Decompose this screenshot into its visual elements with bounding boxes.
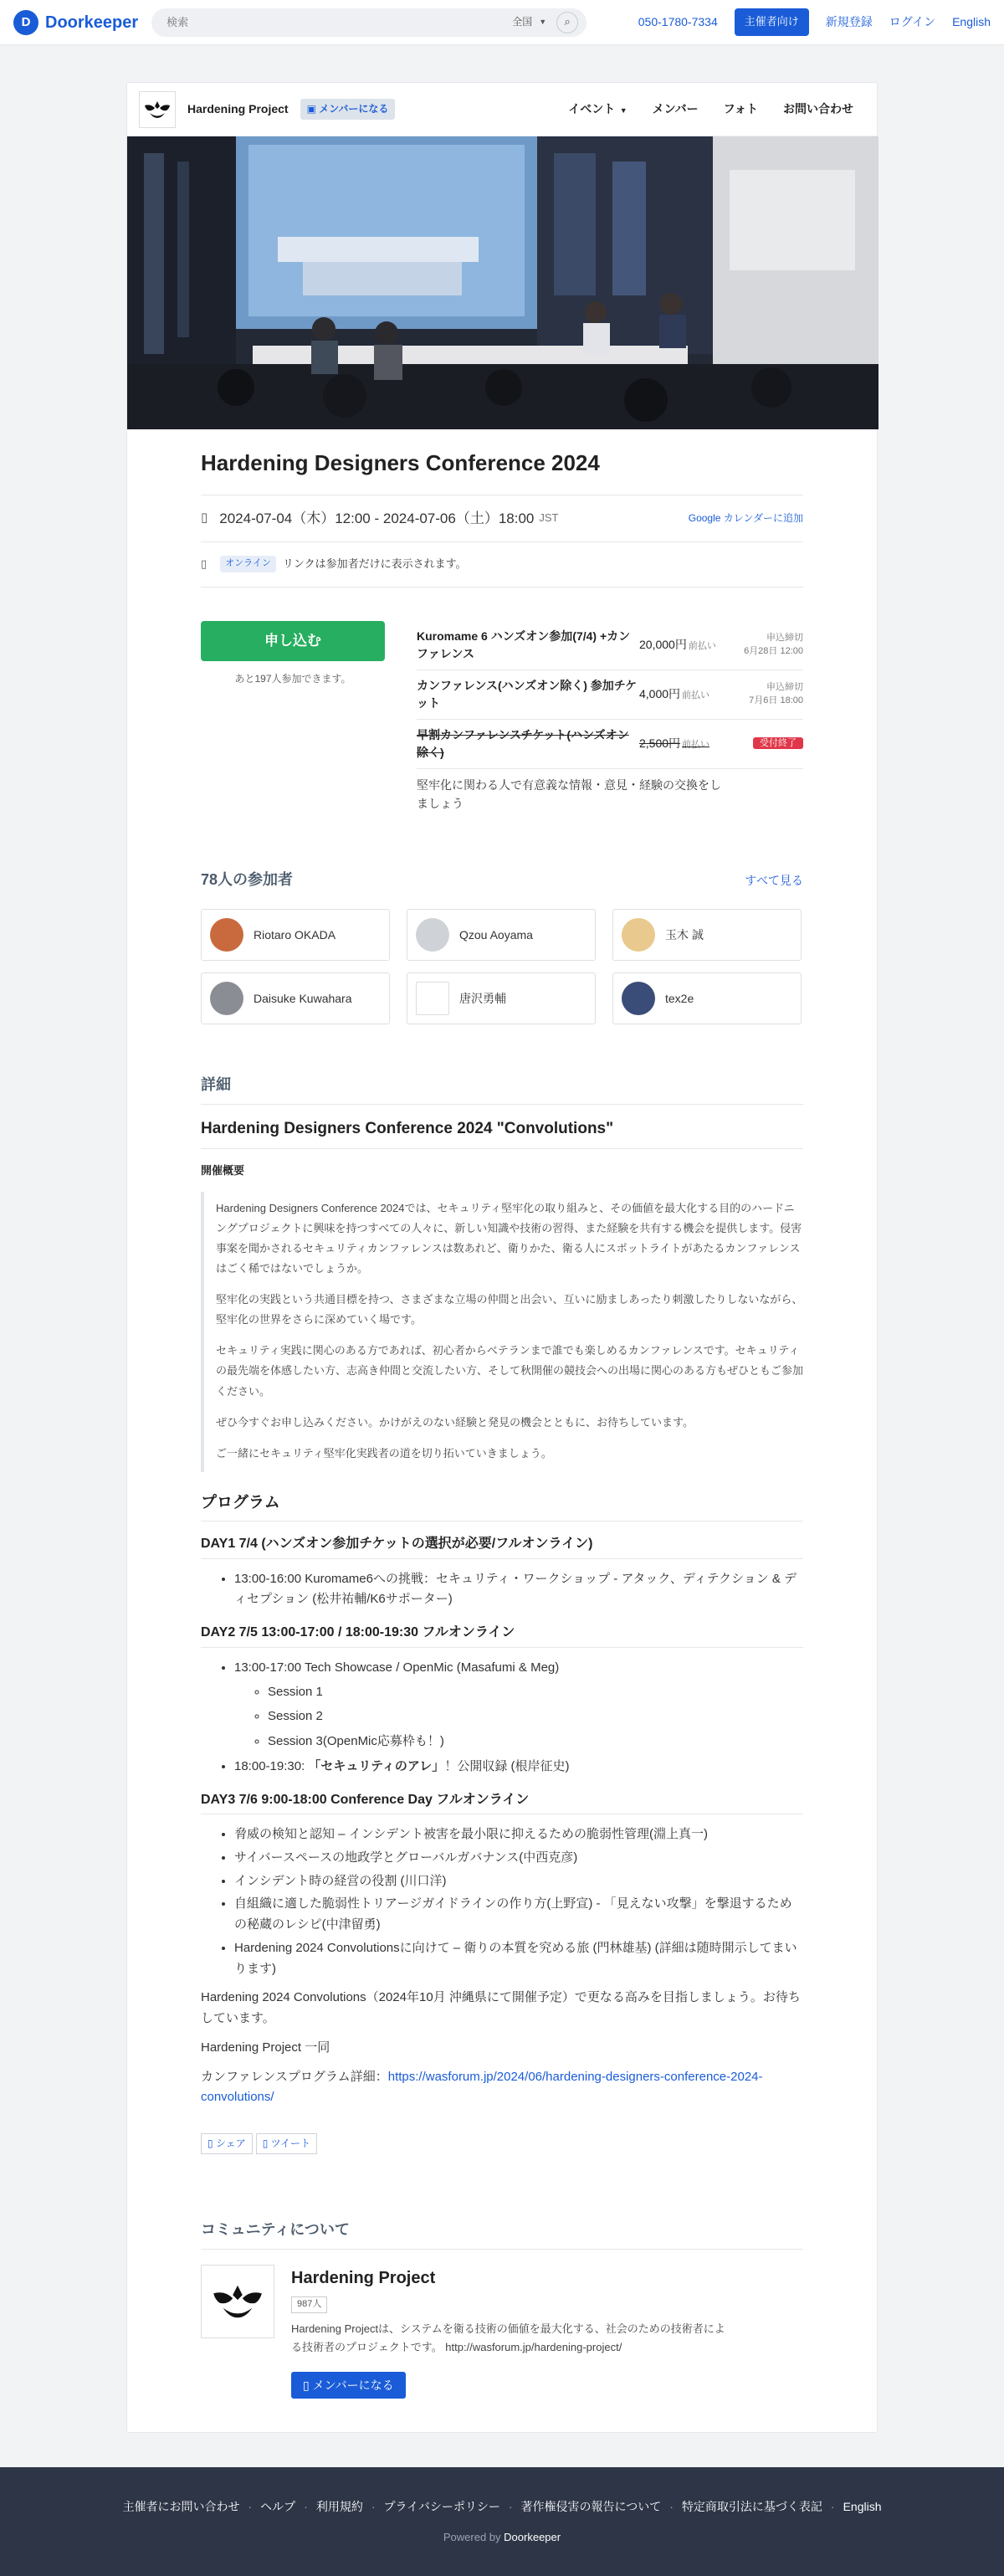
list-item-text: 13:00-17:00 Tech Showcase / OpenMic (Masafumi & Meg) <box>234 1660 560 1675</box>
header-links <box>638 8 991 36</box>
calendar-icon: ▯ <box>201 511 208 526</box>
ticket-price-wrap <box>639 734 731 753</box>
deadline-value: 7月6日 18:00 <box>749 695 803 706</box>
powered-by-text: Powered by <box>443 2531 501 2544</box>
footer-link-privacy[interactable]: プライバシーポリシー <box>383 2499 500 2513</box>
list-item-suffix: ！公開収録 (根岸征史) <box>444 1758 570 1773</box>
google-calendar-link[interactable]: Google カレンダーに追加 <box>688 511 803 524</box>
list-item: • インシデント時の経営の役割 (川口洋) <box>234 1871 803 1892</box>
ticket-price: 20,000円 <box>639 638 687 652</box>
location-icon: ▯ <box>201 557 207 570</box>
closing-text: Hardening 2024 Convolutions（2024年10月 沖縄県にて開催予定）で更なる高みを目指しましょう。お待ちしています。 <box>201 1990 801 2026</box>
ticket-row <box>417 621 803 670</box>
footer <box>0 2467 1004 2576</box>
list-item-prefix: 18:00-19:30: <box>234 1758 309 1773</box>
separator: · <box>304 2499 308 2513</box>
overview-paragraph: Hardening Designers Conference 2024では、セキュリティ堅牢化の取り組みと、その価値を最大化する目的のハードニングプロジェクトに興味を持つすべての人々に、新しい知識や技術の習得、また経験を共有する機会を提供します。侵害事案を聞かされるセキュリティカンファレンスは数あれど、衛りかた、衛る人にスポットライトがあたるカンファレンスはごく稀ではないでしょうか。 <box>216 1202 802 1275</box>
phone-link[interactable]: 050-1780-7334 <box>638 15 718 29</box>
session-sublist <box>268 1682 803 1752</box>
list-item: ◦ Session 2 <box>268 1706 803 1727</box>
search-icon[interactable]: ⌕ <box>556 12 578 33</box>
participant-card[interactable] <box>612 972 802 1024</box>
apply-column <box>201 621 385 813</box>
doorkeeper-logo-icon: D <box>13 10 38 35</box>
list-item: • 13:00-16:00 Kuromame6への挑戦：セキュリティ・ワークショップ - アタック、ディテクション & ディセプション (松井祐輔/K6サポーター) <box>234 1569 803 1611</box>
participant-name: Daisuke Kuwahara <box>254 991 352 1005</box>
join-community-label: メンバーになる <box>312 2378 394 2392</box>
event-datetime: 2024-07-04（木）12:00 - 2024-07-06（土）18:00 <box>219 510 535 526</box>
participant-name: 唐沢勇輔 <box>459 991 506 1005</box>
ticket-name: Kuromame 6 ハンズオン参加(7/4) +カンファレンス <box>417 629 631 660</box>
see-all-link[interactable]: すべて見る <box>745 873 803 887</box>
program-link-line <box>201 2067 803 2109</box>
nav-photos[interactable]: フォト <box>723 102 758 116</box>
list-item <box>234 1757 803 1778</box>
day3-heading: DAY3 7/6 9:00-18:00 Conference Day フルオンライン <box>201 1789 803 1815</box>
list-item <box>234 1658 803 1752</box>
day1-list <box>234 1569 803 1611</box>
remaining-seats: あと197人参加できます。 <box>234 672 351 685</box>
brand-name: Doorkeeper <box>45 13 139 32</box>
online-badge: オンライン <box>220 556 276 572</box>
overview-paragraph: 堅牢化の実践という共通目標を持つ、さまざまな立場の仲間と出会い、互いに励ましあったり刺激したりしないながら、堅牢化の世界をさらに深めていく場です。 <box>216 1293 803 1326</box>
ticket-payment: 前払い <box>682 690 710 701</box>
day3-list <box>234 1824 803 1979</box>
overview-paragraph: ご一緒にセキュリティ堅牢化実践者の道を切り拓いていきましょう。 <box>216 1446 552 1460</box>
program-link[interactable]: https://wasforum.jp/2024/06/hardening-designers-conference-2024-convolutions/ <box>201 2069 763 2105</box>
footer-link-terms[interactable]: 利用規約 <box>315 2499 363 2513</box>
footer-link-copyright[interactable]: 著作権侵害の報告について <box>520 2499 662 2513</box>
online-note: リンクは参加者だけに表示されます。 <box>282 557 467 570</box>
participant-card[interactable] <box>407 909 596 961</box>
footer-link-help[interactable]: ヘルプ <box>260 2499 296 2513</box>
ticket-price: 2,500円 <box>639 736 681 751</box>
login-link[interactable]: ログイン <box>889 15 936 29</box>
participant-card[interactable] <box>201 972 390 1024</box>
search-input[interactable] <box>166 16 512 28</box>
ticket-name: 早割カンファレンスチケット(ハンズオン除く) <box>417 727 629 759</box>
powered-by-brand[interactable]: Doorkeeper <box>504 2531 561 2544</box>
separator: · <box>371 2499 376 2513</box>
day2-heading: DAY2 7/5 13:00-17:00 / 18:00-19:30 フルオンライン <box>201 1622 803 1648</box>
community-logo-icon[interactable] <box>201 2265 274 2338</box>
ticket-deadline <box>731 681 803 707</box>
ticket-payment: 前払い <box>688 641 716 652</box>
participant-name: tex2e <box>665 991 694 1005</box>
list-item: ◦ Session 3(OpenMic応募枠も！) <box>268 1732 803 1752</box>
chevron-down-icon: ▼ <box>539 18 547 27</box>
list-item: • 自組織に適した脆弱性トリアージガイドラインの作り方(上野宣) - 「見えない攻撃」を撃退するための秘蔵のレシピ(中津留勇) <box>234 1894 803 1936</box>
avatar <box>622 918 655 952</box>
ticket-note: 堅牢化に関わる人で有意義な情報・意見・経験の交換をしましょう <box>417 777 721 810</box>
share-button[interactable]: ▯ シェア <box>201 2133 253 2154</box>
ticket-deadline <box>731 632 803 658</box>
participant-name: Qzou Aoyama <box>459 927 533 942</box>
overview-quote <box>201 1192 803 1472</box>
top-header <box>0 0 1004 45</box>
separator: · <box>248 2499 253 2513</box>
program-heading: プログラム <box>201 1491 803 1521</box>
ticket-status <box>731 737 803 750</box>
details-heading: 詳細 <box>201 1073 803 1105</box>
join-group-label: メンバーになる <box>319 102 389 115</box>
nav-events-label: イベント <box>568 102 616 116</box>
organizer-button[interactable]: 主催者向け <box>735 8 809 36</box>
online-row <box>201 542 803 588</box>
deadline-value: 6月28日 12:00 <box>744 645 803 656</box>
deadline-label: 申込締切 <box>766 633 803 644</box>
join-community-button[interactable]: ▯ メンバーになる <box>291 2372 406 2399</box>
avatar <box>416 982 449 1015</box>
nav-events[interactable] <box>568 100 627 118</box>
separator: · <box>669 2499 674 2513</box>
participants-header <box>201 868 803 892</box>
apply-button[interactable]: 申し込む <box>201 621 385 661</box>
day2-list <box>234 1658 803 1778</box>
ticket-price: 4,000円 <box>639 687 681 701</box>
list-item-emphasis: 「セキュリティのアレ」 <box>308 1758 445 1773</box>
tweet-button[interactable]: ▯ ツイート <box>256 2133 317 2154</box>
nav-members[interactable]: メンバー <box>652 102 699 116</box>
overview-paragraph: セキュリティ実践に関心のある方であれば、初心者からベテランまで誰でも楽しめるカンファレンスです。セキュリティの最先端を体感したい方、志高き仲間と交流したい方、そして秋開催の競技会への出場に関心のある方もぜひともご参加ください。 <box>216 1344 804 1398</box>
ticket-row <box>417 670 803 720</box>
share-row <box>201 2133 803 2154</box>
group-name[interactable]: Hardening Project <box>187 102 289 116</box>
participant-grid <box>201 909 803 1024</box>
ticket-price-wrap <box>639 685 731 704</box>
share-label: シェア <box>215 2137 246 2150</box>
footer-link-contact[interactable]: 主催者にお問い合わせ <box>122 2499 240 2513</box>
event-title: Hardening Designers Conference 2024 <box>201 446 803 495</box>
participant-card[interactable] <box>407 972 596 1024</box>
program-link-label: カンファレンスプログラム詳細： <box>201 2069 388 2084</box>
separator: · <box>830 2499 835 2513</box>
signup-link[interactable]: 新規登録 <box>825 15 873 29</box>
group-nav <box>568 100 853 118</box>
avatar <box>210 918 243 952</box>
deadline-label: 申込締切 <box>766 682 803 693</box>
day1-heading: DAY1 7/4 (ハンズオン参加チケットの選択が必要/フルオンライン) <box>201 1533 803 1559</box>
member-count-badge: 987人 <box>291 2296 327 2313</box>
brand-logo[interactable] <box>13 9 138 36</box>
list-item: • 脅威の検知と認知 – インシデント被害を最小限に抑えるための脆弱性管理(淵上真一) <box>234 1824 803 1845</box>
closed-badge: 受付終了 <box>753 737 803 749</box>
community-heading: コミュニティについて <box>201 2218 803 2250</box>
participant-name: Riotaro OKADA <box>254 927 336 942</box>
group-bar <box>127 83 877 136</box>
footer-links <box>123 2497 882 2516</box>
tweet-label: ツイート <box>270 2137 311 2150</box>
avatar <box>210 982 243 1015</box>
avatar <box>416 918 449 952</box>
search-bar <box>151 8 587 37</box>
list-item: ◦ Session 1 <box>268 1682 803 1703</box>
ticket-list <box>417 621 803 813</box>
powered-by <box>443 2529 561 2547</box>
overview-paragraph: ぜひ今すぐお申し込みください。かけがえのない経験と発見の機会とともに、お待ちしています。 <box>216 1415 694 1429</box>
event-card <box>126 82 878 2433</box>
chevron-down-icon: ▼ <box>617 106 628 115</box>
participant-name: 玉木 誠 <box>665 927 704 942</box>
join-group-button[interactable]: ▣ メンバーになる <box>300 99 396 120</box>
ticket-row <box>417 720 803 769</box>
conference-title: Hardening Designers Conference 2024 "Convolutions" <box>201 1116 803 1149</box>
nav-contact[interactable]: お問い合わせ <box>783 102 853 116</box>
ticket-name: カンファレンス(ハンズオン除く) 参加チケット <box>417 678 638 710</box>
event-hero-image <box>127 136 878 429</box>
language-link[interactable]: English <box>952 15 991 29</box>
participant-card[interactable] <box>201 909 390 961</box>
community-name[interactable]: Hardening Project <box>291 2269 436 2288</box>
footer-link-commerce[interactable]: 特定商取引法に基づく表記 <box>681 2499 822 2513</box>
ticket-price-wrap <box>639 635 731 654</box>
search-scope-select[interactable]: 全国 <box>512 15 533 28</box>
list-item: • サイバースペースの地政学とグローバルガバナンス(中西克彦) <box>234 1848 803 1869</box>
community-description: Hardening Projectは、システムを衛る技術の価値を最大化する、社会のための技術者による技術者のプロジェクトです。 http://wasforum.jp/hardening-project/ <box>291 2322 725 2353</box>
ticket-payment: 前払い <box>682 740 710 751</box>
separator: · <box>508 2499 513 2513</box>
community-block <box>201 2265 803 2399</box>
community-info <box>291 2265 726 2399</box>
participants-heading: 78人の参加者 <box>201 871 294 889</box>
event-content <box>127 446 877 2399</box>
list-item: • Hardening 2024 Convolutionsに向けて – 衛りの本質を究める旅 (門林雄基) (詳細は随時開示してまいります) <box>234 1938 803 1980</box>
footer-link-english[interactable]: English <box>843 2499 882 2513</box>
event-timezone: JST <box>539 511 559 524</box>
overview-heading: 開催概要 <box>201 1164 245 1178</box>
participant-card[interactable] <box>612 909 802 961</box>
avatar <box>622 982 655 1015</box>
signature-text: Hardening Project 一同 <box>201 2040 330 2055</box>
ticket-section <box>201 621 803 813</box>
event-date-row <box>201 495 803 542</box>
group-logo-icon[interactable] <box>139 91 176 128</box>
